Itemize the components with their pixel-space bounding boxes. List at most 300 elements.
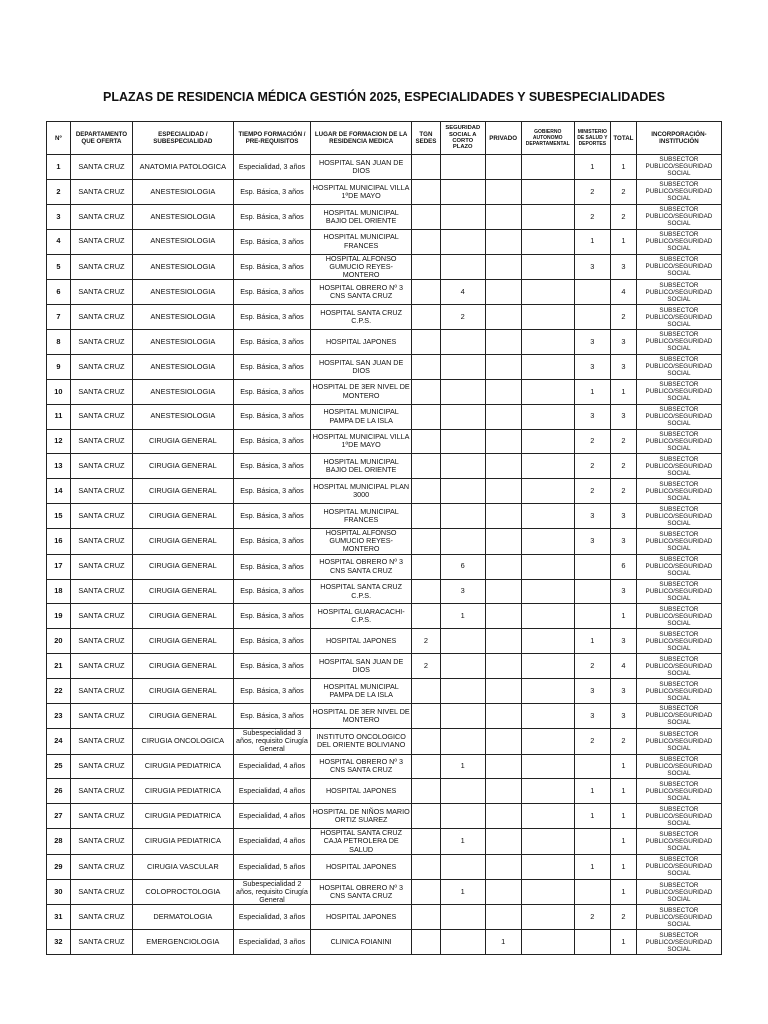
residency-table xyxy=(46,121,722,955)
cell-ministerio: 1 xyxy=(574,379,610,404)
cell-lugar: HOSPITAL ALFONSO GUMUCIO REYES-MONTERO xyxy=(311,529,412,555)
cell-gobierno xyxy=(521,504,574,529)
cell-incorporacion: SUBSECTOR PUBLICO/SEGURIDAD SOCIAL xyxy=(636,579,721,604)
cell-tiempo: Especialidad, 3 años xyxy=(233,905,311,930)
cell-tgn xyxy=(411,204,440,229)
cell-tgn xyxy=(411,679,440,704)
cell-total: 1 xyxy=(610,829,636,855)
cell-departamento: SANTA CRUZ xyxy=(70,930,132,955)
cell-incorporacion: SUBSECTOR PUBLICO/SEGURIDAD SOCIAL xyxy=(636,704,721,729)
header-n: Nº xyxy=(47,122,71,155)
table-row xyxy=(47,379,722,404)
cell-especialidad: ANESTESIOLOGIA xyxy=(133,229,234,254)
cell-tiempo: Esp. Básica, 3 años xyxy=(233,329,311,354)
cell-incorporacion: SUBSECTOR PUBLICO/SEGURIDAD SOCIAL xyxy=(636,454,721,479)
cell-privado xyxy=(485,155,521,180)
cell-departamento: SANTA CRUZ xyxy=(70,654,132,679)
cell-gobierno xyxy=(521,179,574,204)
cell-ministerio: 3 xyxy=(574,404,610,429)
cell-privado xyxy=(485,829,521,855)
cell-ministerio xyxy=(574,879,610,905)
cell-incorporacion: SUBSECTOR PUBLICO/SEGURIDAD SOCIAL xyxy=(636,930,721,955)
cell-n: 29 xyxy=(47,854,71,879)
cell-tiempo: Especialidad, 5 años xyxy=(233,854,311,879)
cell-tiempo: Esp. Básica, 3 años xyxy=(233,629,311,654)
cell-privado xyxy=(485,854,521,879)
cell-incorporacion: SUBSECTOR PUBLICO/SEGURIDAD SOCIAL xyxy=(636,804,721,829)
cell-seguridad xyxy=(440,429,485,454)
cell-ministerio: 3 xyxy=(574,529,610,555)
cell-privado xyxy=(485,454,521,479)
cell-tgn xyxy=(411,280,440,305)
cell-total: 1 xyxy=(610,604,636,629)
cell-especialidad: DERMATOLOGIA xyxy=(133,905,234,930)
cell-tgn xyxy=(411,379,440,404)
cell-tgn xyxy=(411,930,440,955)
cell-privado xyxy=(485,179,521,204)
cell-total: 1 xyxy=(610,379,636,404)
cell-lugar: HOSPITAL JAPONES xyxy=(311,854,412,879)
cell-n: 19 xyxy=(47,604,71,629)
cell-tgn xyxy=(411,754,440,779)
cell-departamento: SANTA CRUZ xyxy=(70,629,132,654)
cell-ministerio: 2 xyxy=(574,429,610,454)
cell-departamento: SANTA CRUZ xyxy=(70,879,132,905)
cell-tiempo: Esp. Básica, 3 años xyxy=(233,254,311,280)
cell-n: 12 xyxy=(47,429,71,454)
cell-tiempo: Esp. Básica, 3 años xyxy=(233,280,311,305)
cell-seguridad: 1 xyxy=(440,754,485,779)
cell-privado xyxy=(485,404,521,429)
cell-gobierno xyxy=(521,204,574,229)
cell-incorporacion: SUBSECTOR PUBLICO/SEGURIDAD SOCIAL xyxy=(636,829,721,855)
cell-especialidad: ANESTESIOLOGIA xyxy=(133,354,234,379)
cell-lugar: HOSPITAL MUNICIPAL VILLA 1ºDE MAYO xyxy=(311,429,412,454)
cell-seguridad xyxy=(440,654,485,679)
cell-ministerio: 1 xyxy=(574,229,610,254)
cell-tgn xyxy=(411,454,440,479)
cell-lugar: HOSPITAL SAN JUAN DE DIOS xyxy=(311,654,412,679)
cell-total: 1 xyxy=(610,930,636,955)
cell-ministerio: 3 xyxy=(574,354,610,379)
cell-privado xyxy=(485,529,521,555)
cell-departamento: SANTA CRUZ xyxy=(70,155,132,180)
cell-tiempo: Especialidad, 4 años xyxy=(233,829,311,855)
cell-tgn xyxy=(411,905,440,930)
cell-departamento: SANTA CRUZ xyxy=(70,254,132,280)
cell-lugar: HOSPITAL OBRERO Nº 3 CNS SANTA CRUZ xyxy=(311,879,412,905)
cell-lugar: HOSPITAL JAPONES xyxy=(311,779,412,804)
cell-total: 1 xyxy=(610,804,636,829)
cell-departamento: SANTA CRUZ xyxy=(70,529,132,555)
cell-departamento: SANTA CRUZ xyxy=(70,905,132,930)
cell-gobierno xyxy=(521,629,574,654)
cell-total: 1 xyxy=(610,779,636,804)
cell-n: 13 xyxy=(47,454,71,479)
cell-lugar: HOSPITAL OBRERO Nº 3 CNS SANTA CRUZ xyxy=(311,554,412,579)
cell-total: 3 xyxy=(610,529,636,555)
table-row xyxy=(47,804,722,829)
cell-privado xyxy=(485,629,521,654)
cell-n: 23 xyxy=(47,704,71,729)
cell-ministerio: 2 xyxy=(574,454,610,479)
cell-total: 1 xyxy=(610,879,636,905)
cell-especialidad: CIRUGIA PEDIATRICA xyxy=(133,829,234,855)
cell-seguridad xyxy=(440,204,485,229)
header-total: TOTAL xyxy=(610,122,636,155)
cell-n: 32 xyxy=(47,930,71,955)
cell-tgn xyxy=(411,604,440,629)
cell-tgn xyxy=(411,179,440,204)
cell-gobierno xyxy=(521,554,574,579)
cell-tgn xyxy=(411,479,440,504)
cell-seguridad xyxy=(440,804,485,829)
cell-n: 6 xyxy=(47,280,71,305)
cell-total: 1 xyxy=(610,155,636,180)
cell-lugar: HOSPITAL SAN JUAN DE DIOS xyxy=(311,155,412,180)
table-row xyxy=(47,404,722,429)
cell-privado xyxy=(485,254,521,280)
cell-incorporacion: SUBSECTOR PUBLICO/SEGURIDAD SOCIAL xyxy=(636,280,721,305)
cell-privado xyxy=(485,754,521,779)
cell-tgn xyxy=(411,155,440,180)
cell-seguridad: 6 xyxy=(440,554,485,579)
cell-privado xyxy=(485,779,521,804)
table-row xyxy=(47,504,722,529)
cell-especialidad: CIRUGIA GENERAL xyxy=(133,504,234,529)
cell-lugar: HOSPITAL SANTA CRUZ CAJA PETROLERA DE SALUD xyxy=(311,829,412,855)
cell-seguridad xyxy=(440,254,485,280)
cell-especialidad: CIRUGIA PEDIATRICA xyxy=(133,804,234,829)
cell-ministerio: 1 xyxy=(574,804,610,829)
table-row xyxy=(47,305,722,330)
cell-total: 2 xyxy=(610,728,636,754)
cell-ministerio: 1 xyxy=(574,779,610,804)
cell-total: 2 xyxy=(610,905,636,930)
cell-departamento: SANTA CRUZ xyxy=(70,728,132,754)
cell-tiempo: Esp. Básica, 3 años xyxy=(233,179,311,204)
cell-especialidad: CIRUGIA GENERAL xyxy=(133,679,234,704)
cell-ministerio: 3 xyxy=(574,504,610,529)
cell-gobierno xyxy=(521,329,574,354)
cell-incorporacion: SUBSECTOR PUBLICO/SEGURIDAD SOCIAL xyxy=(636,604,721,629)
cell-incorporacion: SUBSECTOR PUBLICO/SEGURIDAD SOCIAL xyxy=(636,329,721,354)
cell-incorporacion: SUBSECTOR PUBLICO/SEGURIDAD SOCIAL xyxy=(636,404,721,429)
cell-ministerio: 2 xyxy=(574,728,610,754)
cell-ministerio xyxy=(574,280,610,305)
cell-departamento: SANTA CRUZ xyxy=(70,280,132,305)
cell-lugar: HOSPITAL MUNICIPAL BAJIO DEL ORIENTE xyxy=(311,204,412,229)
cell-gobierno xyxy=(521,704,574,729)
cell-departamento: SANTA CRUZ xyxy=(70,704,132,729)
cell-seguridad: 1 xyxy=(440,829,485,855)
cell-total: 3 xyxy=(610,254,636,280)
header-tgn: TGN SEDES xyxy=(411,122,440,155)
cell-n: 7 xyxy=(47,305,71,330)
header-row xyxy=(47,122,722,155)
cell-privado xyxy=(485,204,521,229)
cell-seguridad xyxy=(440,454,485,479)
cell-lugar: HOSPITAL DE NIÑOS MARIO ORTIZ SUAREZ xyxy=(311,804,412,829)
cell-privado xyxy=(485,305,521,330)
cell-tgn xyxy=(411,829,440,855)
table-row xyxy=(47,754,722,779)
cell-n: 10 xyxy=(47,379,71,404)
cell-tgn xyxy=(411,579,440,604)
cell-ministerio: 2 xyxy=(574,204,610,229)
cell-gobierno xyxy=(521,854,574,879)
cell-lugar: HOSPITAL MUNICIPAL PAMPA DE LA ISLA xyxy=(311,404,412,429)
cell-n: 4 xyxy=(47,229,71,254)
cell-tgn xyxy=(411,429,440,454)
cell-total: 3 xyxy=(610,579,636,604)
cell-n: 8 xyxy=(47,329,71,354)
cell-ministerio: 3 xyxy=(574,679,610,704)
cell-total: 3 xyxy=(610,329,636,354)
cell-n: 31 xyxy=(47,905,71,930)
cell-tiempo: Esp. Básica, 3 años xyxy=(233,479,311,504)
cell-incorporacion: SUBSECTOR PUBLICO/SEGURIDAD SOCIAL xyxy=(636,654,721,679)
cell-gobierno xyxy=(521,354,574,379)
cell-seguridad xyxy=(440,155,485,180)
cell-especialidad: CIRUGIA VASCULAR xyxy=(133,854,234,879)
cell-tgn xyxy=(411,804,440,829)
cell-privado xyxy=(485,429,521,454)
cell-seguridad xyxy=(440,854,485,879)
table-row xyxy=(47,604,722,629)
cell-privado xyxy=(485,704,521,729)
cell-total: 3 xyxy=(610,629,636,654)
cell-seguridad: 4 xyxy=(440,280,485,305)
cell-gobierno xyxy=(521,829,574,855)
cell-especialidad: ANATOMIA PATOLOGICA xyxy=(133,155,234,180)
table-row xyxy=(47,204,722,229)
cell-departamento: SANTA CRUZ xyxy=(70,579,132,604)
cell-especialidad: CIRUGIA PEDIATRICA xyxy=(133,779,234,804)
cell-ministerio: 2 xyxy=(574,479,610,504)
cell-privado xyxy=(485,804,521,829)
cell-n: 20 xyxy=(47,629,71,654)
cell-tiempo: Esp. Básica, 3 años xyxy=(233,354,311,379)
cell-total: 1 xyxy=(610,229,636,254)
cell-seguridad: 1 xyxy=(440,604,485,629)
cell-especialidad: ANESTESIOLOGIA xyxy=(133,404,234,429)
cell-lugar: HOSPITAL SAN JUAN DE DIOS xyxy=(311,354,412,379)
cell-tgn xyxy=(411,354,440,379)
cell-departamento: SANTA CRUZ xyxy=(70,854,132,879)
cell-gobierno xyxy=(521,579,574,604)
table-row xyxy=(47,930,722,955)
cell-gobierno xyxy=(521,779,574,804)
cell-privado xyxy=(485,229,521,254)
cell-total: 1 xyxy=(610,854,636,879)
cell-privado xyxy=(485,905,521,930)
cell-privado xyxy=(485,654,521,679)
cell-lugar: HOSPITAL MUNICIPAL PLAN 3000 xyxy=(311,479,412,504)
cell-total: 2 xyxy=(610,454,636,479)
cell-incorporacion: SUBSECTOR PUBLICO/SEGURIDAD SOCIAL xyxy=(636,305,721,330)
cell-departamento: SANTA CRUZ xyxy=(70,329,132,354)
cell-privado xyxy=(485,579,521,604)
cell-lugar: HOSPITAL DE 3ER NIVEL DE MONTERO xyxy=(311,704,412,729)
cell-total: 3 xyxy=(610,704,636,729)
cell-incorporacion: SUBSECTOR PUBLICO/SEGURIDAD SOCIAL xyxy=(636,354,721,379)
cell-ministerio: 3 xyxy=(574,329,610,354)
table-row xyxy=(47,329,722,354)
cell-departamento: SANTA CRUZ xyxy=(70,379,132,404)
cell-especialidad: ANESTESIOLOGIA xyxy=(133,254,234,280)
cell-tiempo: Esp. Básica, 3 años xyxy=(233,305,311,330)
cell-tiempo: Subespecialidad 3 años, requisito Cirugía General xyxy=(233,728,311,754)
cell-tiempo: Esp. Básica, 3 años xyxy=(233,504,311,529)
cell-gobierno xyxy=(521,728,574,754)
cell-lugar: HOSPITAL MUNICIPAL FRANCES xyxy=(311,504,412,529)
cell-total: 4 xyxy=(610,280,636,305)
cell-departamento: SANTA CRUZ xyxy=(70,829,132,855)
cell-ministerio: 3 xyxy=(574,254,610,280)
cell-ministerio xyxy=(574,930,610,955)
cell-tgn xyxy=(411,504,440,529)
cell-n: 18 xyxy=(47,579,71,604)
table-row xyxy=(47,854,722,879)
cell-especialidad: CIRUGIA GENERAL xyxy=(133,604,234,629)
header-departamento: DEPARTAMENTO QUE OFERTA xyxy=(70,122,132,155)
cell-lugar: HOSPITAL OBRERO Nº 3 CNS SANTA CRUZ xyxy=(311,280,412,305)
cell-gobierno xyxy=(521,930,574,955)
cell-lugar: HOSPITAL MUNICIPAL VILLA 1ºDE MAYO xyxy=(311,179,412,204)
cell-privado xyxy=(485,679,521,704)
cell-departamento: SANTA CRUZ xyxy=(70,429,132,454)
cell-seguridad xyxy=(440,905,485,930)
cell-incorporacion: SUBSECTOR PUBLICO/SEGURIDAD SOCIAL xyxy=(636,854,721,879)
cell-total: 4 xyxy=(610,654,636,679)
cell-gobierno xyxy=(521,479,574,504)
cell-tgn xyxy=(411,704,440,729)
cell-especialidad: CIRUGIA GENERAL xyxy=(133,579,234,604)
cell-privado xyxy=(485,728,521,754)
cell-ministerio xyxy=(574,579,610,604)
cell-departamento: SANTA CRUZ xyxy=(70,754,132,779)
cell-tgn xyxy=(411,305,440,330)
cell-seguridad xyxy=(440,529,485,555)
cell-gobierno xyxy=(521,155,574,180)
cell-incorporacion: SUBSECTOR PUBLICO/SEGURIDAD SOCIAL xyxy=(636,204,721,229)
cell-n: 16 xyxy=(47,529,71,555)
cell-ministerio: 2 xyxy=(574,654,610,679)
cell-gobierno xyxy=(521,905,574,930)
cell-gobierno xyxy=(521,754,574,779)
cell-gobierno xyxy=(521,379,574,404)
cell-especialidad: ANESTESIOLOGIA xyxy=(133,329,234,354)
cell-especialidad: ANESTESIOLOGIA xyxy=(133,379,234,404)
table-row xyxy=(47,579,722,604)
cell-tgn xyxy=(411,728,440,754)
cell-tgn: 2 xyxy=(411,654,440,679)
cell-incorporacion: SUBSECTOR PUBLICO/SEGURIDAD SOCIAL xyxy=(636,905,721,930)
cell-gobierno xyxy=(521,679,574,704)
cell-especialidad: CIRUGIA ONCOLOGICA xyxy=(133,728,234,754)
cell-n: 1 xyxy=(47,155,71,180)
cell-tiempo: Esp. Básica, 3 años xyxy=(233,379,311,404)
cell-tgn xyxy=(411,229,440,254)
cell-seguridad: 2 xyxy=(440,305,485,330)
cell-tiempo: Subespecialidad 2 años, requisito Cirugía General xyxy=(233,879,311,905)
table-row xyxy=(47,354,722,379)
cell-tiempo: Esp. Básica, 3 años xyxy=(233,679,311,704)
cell-n: 26 xyxy=(47,779,71,804)
cell-gobierno xyxy=(521,804,574,829)
cell-tiempo: Esp. Básica, 3 años xyxy=(233,604,311,629)
cell-tiempo: Esp. Básica, 3 años xyxy=(233,429,311,454)
cell-departamento: SANTA CRUZ xyxy=(70,404,132,429)
header-ministerio: MINISTERIO DE SALUD Y DEPORTES xyxy=(574,122,610,155)
cell-privado xyxy=(485,280,521,305)
cell-gobierno xyxy=(521,654,574,679)
cell-tgn xyxy=(411,879,440,905)
cell-departamento: SANTA CRUZ xyxy=(70,504,132,529)
cell-departamento: SANTA CRUZ xyxy=(70,229,132,254)
cell-seguridad xyxy=(440,179,485,204)
cell-departamento: SANTA CRUZ xyxy=(70,604,132,629)
cell-seguridad xyxy=(440,479,485,504)
cell-departamento: SANTA CRUZ xyxy=(70,454,132,479)
table-row xyxy=(47,905,722,930)
cell-incorporacion: SUBSECTOR PUBLICO/SEGURIDAD SOCIAL xyxy=(636,754,721,779)
cell-tiempo: Esp. Básica, 3 años xyxy=(233,554,311,579)
cell-lugar: INSTITUTO ONCOLOGICO DEL ORIENTE BOLIVIANO xyxy=(311,728,412,754)
cell-departamento: SANTA CRUZ xyxy=(70,554,132,579)
page-title: PLAZAS DE RESIDENCIA MÉDICA GESTIÓN 2025, ESPECIALIDADES Y SUBESPECIALIDADES xyxy=(103,90,665,104)
cell-ministerio xyxy=(574,829,610,855)
cell-tgn xyxy=(411,529,440,555)
table-row xyxy=(47,704,722,729)
cell-gobierno xyxy=(521,529,574,555)
cell-n: 11 xyxy=(47,404,71,429)
header-lugar: LUGAR DE FORMACION DE LA RESIDENCIA MEDICA xyxy=(311,122,412,155)
cell-gobierno xyxy=(521,280,574,305)
cell-n: 5 xyxy=(47,254,71,280)
cell-lugar: HOSPITAL JAPONES xyxy=(311,629,412,654)
cell-privado xyxy=(485,879,521,905)
cell-n: 15 xyxy=(47,504,71,529)
cell-especialidad: ANESTESIOLOGIA xyxy=(133,179,234,204)
cell-tgn xyxy=(411,404,440,429)
cell-gobierno xyxy=(521,229,574,254)
cell-n: 17 xyxy=(47,554,71,579)
cell-ministerio: 1 xyxy=(574,155,610,180)
table-row xyxy=(47,155,722,180)
cell-tgn xyxy=(411,254,440,280)
cell-departamento: SANTA CRUZ xyxy=(70,179,132,204)
cell-seguridad xyxy=(440,379,485,404)
cell-incorporacion: SUBSECTOR PUBLICO/SEGURIDAD SOCIAL xyxy=(636,629,721,654)
cell-departamento: SANTA CRUZ xyxy=(70,479,132,504)
cell-seguridad: 1 xyxy=(440,879,485,905)
cell-n: 22 xyxy=(47,679,71,704)
cell-incorporacion: SUBSECTOR PUBLICO/SEGURIDAD SOCIAL xyxy=(636,179,721,204)
table-row xyxy=(47,879,722,905)
cell-privado xyxy=(485,554,521,579)
cell-departamento: SANTA CRUZ xyxy=(70,804,132,829)
cell-incorporacion: SUBSECTOR PUBLICO/SEGURIDAD SOCIAL xyxy=(636,155,721,180)
cell-seguridad xyxy=(440,779,485,804)
cell-lugar: HOSPITAL MUNICIPAL BAJIO DEL ORIENTE xyxy=(311,454,412,479)
cell-gobierno xyxy=(521,879,574,905)
cell-incorporacion: SUBSECTOR PUBLICO/SEGURIDAD SOCIAL xyxy=(636,779,721,804)
cell-privado xyxy=(485,329,521,354)
cell-especialidad: CIRUGIA GENERAL xyxy=(133,529,234,555)
cell-total: 2 xyxy=(610,305,636,330)
